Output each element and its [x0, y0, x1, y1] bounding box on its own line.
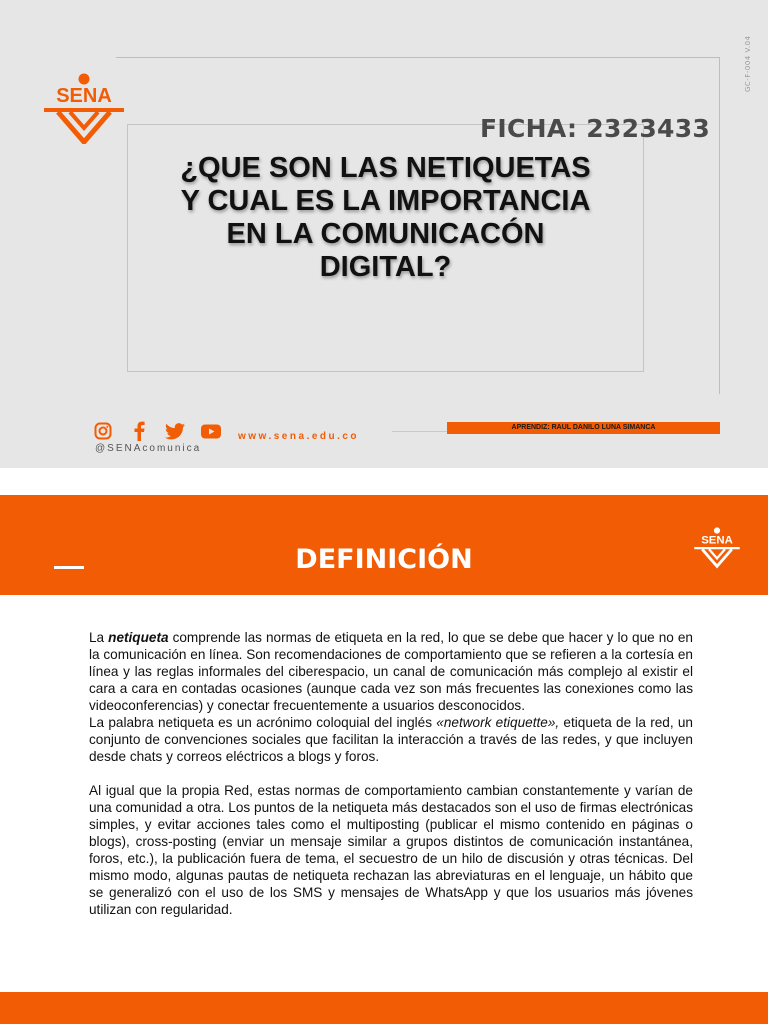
paragraph-text: comprende las normas de etiqueta en la red, lo que se debe que hacer y lo que no en la comunicación en línea. Son recomendaciones de comportamiento que se refieren a la cortesía en línea y las reglas informales del ciberespacio, un canal de comunicación más complejo al existir el cara a cara en contadas ocasiones (aunque cada vez son más frecuentes las conexiones como las videoconferencias) y conectar frecuentemente a usuarios desconocidos. — [89, 630, 693, 713]
sena-logo-small-text: SENA — [701, 534, 733, 547]
next-slide-header — [0, 992, 768, 1024]
title-line: DIGITAL? — [319, 251, 452, 283]
paragraph-text: La — [89, 630, 109, 645]
paragraph — [89, 714, 693, 765]
social-handle: @SENAcomunica — [95, 443, 202, 454]
apprentice-label: APRENDIZ: RAUL DANILO LUNA SIMANCA — [447, 422, 720, 434]
highlighted-term: netiqueta — [108, 630, 169, 645]
title-line: Y CUAL ES LA IMPORTANCIA — [180, 185, 591, 217]
paragraph-text: etiqueta de la red, un conjunto de convenciones sociales que facilitan la interacción a través de las redes, y que incluyen desde chats y correos eléctricos a blogs y foros. — [89, 715, 693, 764]
cover-title — [127, 152, 644, 284]
divider-line — [392, 431, 447, 432]
definition-body — [89, 629, 693, 918]
paragraph-gap — [89, 765, 693, 782]
ficha-number: FICHA: 2323433 — [480, 114, 711, 143]
cover-slide — [0, 0, 768, 468]
social-icons — [92, 420, 222, 442]
title-line: ¿QUE SON LAS NETIQUETAS — [180, 152, 591, 184]
website-link[interactable]: www.sena.edu.co — [238, 431, 360, 442]
section-title: DEFINICIÓN — [295, 544, 473, 575]
instagram-icon[interactable] — [92, 420, 114, 442]
sena-logo — [40, 72, 128, 144]
twitter-icon[interactable] — [164, 420, 186, 442]
facebook-icon[interactable] — [128, 420, 150, 442]
youtube-icon[interactable] — [200, 420, 222, 442]
title-line: EN LA COMUNICACÓN — [226, 218, 545, 250]
paragraph: Al igual que la propia Red, estas normas de comportamiento cambian constantemente y varían de una comunidad a otra. Los puntos de la netiqueta más destacados son el uso de firmas electrónicas simples, y evitar acciones tales como el multiposting (publicar el mismo contenido en páginas o blogs), cross-posting (enviar un mensaje similar a grupos distintos de comunicación instantánea, foros, etc.), la publicación fuera de tema, el secuestro de un hilo de discusión y otras técnicas. Del mismo modo, algunas pautas de netiqueta rechazan las abreviaturas en el lenguaje, un hábito que se generalizó con el uso de los SMS y mensajes de WhatsApp y que los usuarios más jóvenes utilizan con regularidad. — [89, 783, 693, 917]
sena-logo-text: SENA — [56, 85, 112, 107]
document-code: GC-F-004 V.04 — [744, 35, 752, 92]
paragraph-text: La palabra netiqueta es un acrónimo coloquial del inglés — [89, 715, 437, 730]
sena-logo-small — [692, 522, 742, 572]
paragraph — [89, 629, 693, 714]
highlighted-term: «network etiquette», — [436, 715, 560, 730]
